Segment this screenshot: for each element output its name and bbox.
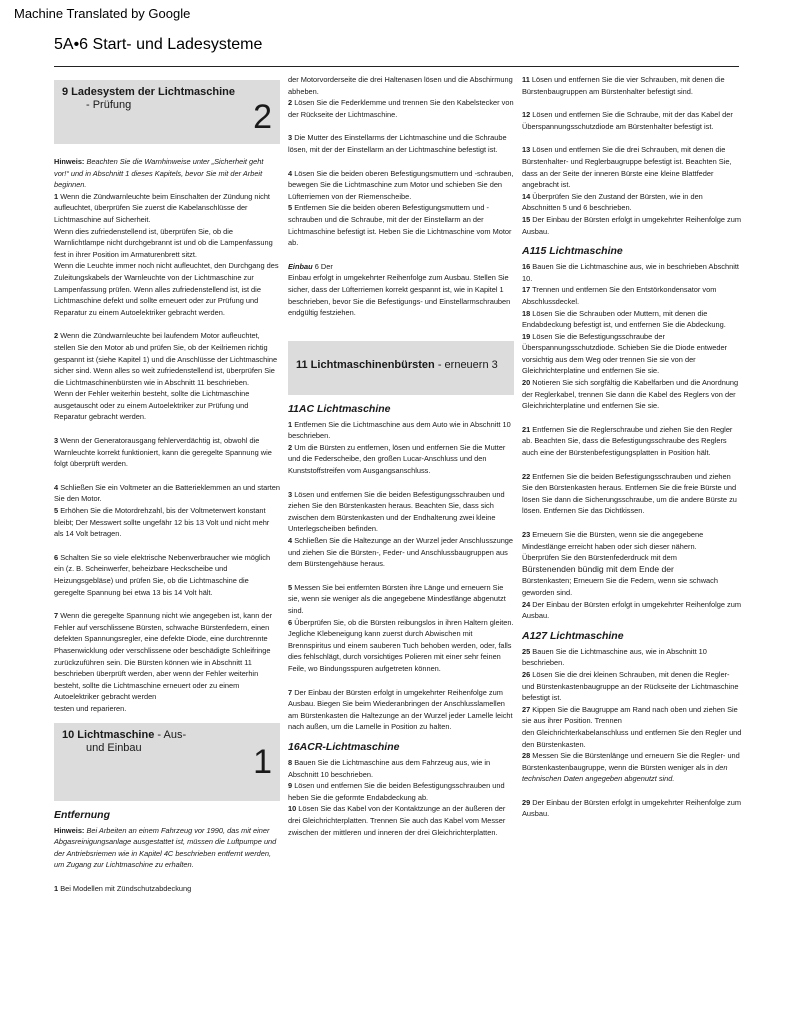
step: 20 Notieren Sie sich sorgfältig die Kabelfarben und die Anordnung der Reglerkabel, trennen Sie dann die Kabel des Reglers von der Gleichrichterplatine und entfernen Sie sie. <box>522 378 739 411</box>
step: 2 Wenn die Zündwarnleuchte bei laufendem Motor aufleuchtet, stellen Sie den Motor ab und prüfen Sie, ob der Keilriemen richtig gespannt ist (siehe Kapitel 1) und die Anschlüsse der Lichtmaschine sicher sind. Wenn alles so weit zufriedenstellend ist, überprüfen Sie die Lichtmaschinenbürsten wie in Abschnitt 11 beschrieben. <box>54 331 278 387</box>
section-10-subtitle: und Einbau <box>86 741 142 754</box>
paragraph: Bürstenenden bündig mit dem Ende der <box>522 563 674 574</box>
paragraph: testen und reparieren. <box>54 703 127 713</box>
step: 27 Kippen Sie die Baugruppe am Rand nach oben und ziehen Sie sie aus ihrer Position. Trennen <box>522 704 738 726</box>
step: 25 Bauen Sie die Lichtmaschine aus, wie in Abschnitt 10 beschrieben. <box>522 646 707 668</box>
paragraph: Überprüfen Sie den Bürstenfederdruck mit dem <box>522 553 677 563</box>
step: 6 Überprüfen Sie, ob die Bürsten reibungslos in ihren Haltern gleiten. Jegliche Klebeneigung kann zuerst durch Abwischen mit Brennspiritus und einem sauberen Tuch behoben werden, oder, falls dies fehlschlägt, durch vorsichtiges Polieren mit einer sehr feinen Feile, wo Bindungsspuren aufgetreten können. <box>288 617 514 673</box>
step: 7 Der Einbau der Bürsten erfolgt in umgekehrter Reihenfolge zum Ausbau. Biegen Sie beim Wiederanbringen der Anschlusslamellen am Bürstenkasten die Haltezunge an der Wurzel jeder Lamelle leicht nach außen, um die Lamelle in Position zu halten. <box>288 687 513 732</box>
step: 19 Lösen Sie die Befestigungsschraube der Überspannungsschutzdiode. Schieben Sie die Diode entweder vorsichtig aus dem Weg oder trennen Sie sie von der Gleichrichterplatine und entfernen Sie sie. <box>522 331 728 376</box>
paragraph: den Gleichrichterkabelanschluss und entfernen Sie den Regler und den Bürstenkasten. <box>522 727 742 749</box>
paragraph: Wenn der Fehler weiterhin besteht, sollte die Lichtmaschine ausgetauscht oder zu einem Autoelektriker zur Prüfung und Reparatur gebracht werden. <box>54 389 250 422</box>
section-9-difficulty: 2 <box>253 98 272 136</box>
step: 26 Lösen Sie die drei kleinen Schrauben, mit denen die Regler- und Bürstenkastenbaugruppe an der Rückseite der Lichtmaschine befestigt ist. <box>522 669 739 703</box>
step: 4 Schließen Sie die Haltezunge an der Wurzel jeder Anschlusszunge und ziehen Sie die Bürsten-, Feder- und Anschlussbaugruppen aus dem Bürstengehäuse heraus. <box>288 536 514 569</box>
paragraph: Wenn die Leuchte immer noch nicht aufleuchtet, den Durchgang des Zuleitungskabels der Warnleuchte von der Lichtmaschine zur Lampenfassung prüfen. Wenn alles zufriedenstellend ist, ist die Lichtmaschine defekt und sollte erneuert oder zur Prüfung und Reparatur zu einem Autoelektriker gebracht werden. <box>54 261 279 317</box>
section-9-header <box>54 80 280 144</box>
paragraph: Wenn dies zufriedenstellend ist, überprüfen Sie, ob die Warnlichtlampe nicht durchgebrannt ist und ob die Lampenfassung fest in ihrer Position im Armaturenbrett sitzt. <box>54 226 273 259</box>
step: 8 Bauen Sie die Lichtmaschine aus dem Fahrzeug aus, wie in Abschnitt 10 beschrieben. <box>288 757 491 779</box>
section-10-difficulty: 1 <box>253 742 272 781</box>
paragraph: Bürstenkasten; Erneuern Sie die Federn, wenn sie schwach geworden sind. <box>522 576 718 597</box>
step: 2 Um die Bürsten zu entfernen, lösen und entfernen Sie die Mutter und die Federscheibe, den großen Lucar-Anschluss und den Kunststoffstreifen vom Ausgangsanschluss. <box>288 442 506 476</box>
step: 12 Lösen und entfernen Sie die Schraube, mit der das Kabel der Überspannungsschutzdiode am Bürstenhalter befestigt ist. <box>522 110 733 131</box>
column-right <box>522 74 742 820</box>
step: 13 Lösen und entfernen Sie die drei Schrauben, mit denen die Bürstenhalter- und Reglerbaugruppe befestigt ist. Beachten Sie, dass an der Seite der inneren Bürste eine kleine Blattfeder angebracht ist. <box>522 145 732 190</box>
step: 1 Entfernen Sie die Lichtmaschine aus dem Auto wie in Abschnitt 10 beschrieben. <box>288 419 511 441</box>
step: 28 Messen Sie die Bürstenlänge und erneuern Sie die Regler- und Bürstenkastenbaugruppe, wenn die Bürsten weniger als in den technischen Daten angegeben abgenutzt sind. <box>522 751 740 784</box>
step: 22 Entfernen Sie die beiden Befestigungsschrauben und ziehen Sie den Bürstenkasten heraus. Entfernen Sie die freie Bürste und lösen Sie dann die Sicherungsschraube, um die andere Bürste zu lösen. Entfernen Sie das Dichtkissen. <box>522 471 737 516</box>
step: 5 Messen Sie bei entfernten Bürsten ihre Länge und erneuern Sie sie, wenn sie weniger als die angegebene Mindestlänge abgenutzt sind. <box>288 582 506 615</box>
step: 17 Trennen und entfernen Sie den Entstörkondensator vom Abschlussdeckel. <box>522 285 717 306</box>
step: 4 Schließen Sie ein Voltmeter an die Batterieklemmen an und starten Sie den Motor. <box>54 482 280 504</box>
step: 16 Bauen Sie die Lichtmaschine aus, wie in beschrieben Abschnitt 10. <box>522 262 739 283</box>
step: 1 Wenn die Zündwarnleuchte beim Einschalten der Zündung nicht aufleuchtet, überprüfen Sie zuerst die Kabelanschlüsse der Lichtmaschine auf Sicherheit. <box>54 191 270 224</box>
paragraph: Einbau erfolgt in umgekehrter Reihenfolge zum Ausbau. Stellen Sie sicher, dass der Lüfterriemen korrekt gespannt ist, wie in Kapitel 1 beschrieben, bevor Sie die Befestigungs- und Einstellarmschrauben endgültig festziehen. <box>288 273 511 318</box>
step: 4 Lösen Sie die beiden oberen Befestigungsmuttern und -schrauben, bewegen Sie die Lichtmaschine zum Motor und schieben Sie den Lüfterriemen von der Riemenscheibe. <box>288 168 514 201</box>
step: 1 Bei Modellen mit Zündschutzabdeckung <box>54 883 192 893</box>
chapter-title: 5A•6 Start- und Ladesysteme <box>54 36 263 53</box>
subsection-heading: A115 Lichtmaschine <box>522 245 623 258</box>
section-9-subtitle: - Prüfung <box>86 99 132 111</box>
note: Hinweis: Bei Arbeiten an einem Fahrzeug vor 1990, das mit einer Abgasreinigungsanlage ausgestattet ist, müssen die Luftpumpe und der Antriebsriemen wie in Kapitel 4C beschrieben entfernt werden, um Zugang zur Lichtmaschine zu erhalten. <box>54 825 277 870</box>
column-middle <box>288 74 514 838</box>
step: 11 Lösen und entfernen Sie die vier Schrauben, mit denen die Bürstenbaugruppen am Bürstenhalter befestigt sind. <box>522 75 725 96</box>
step: 6 Schalten Sie so viele elektrische Nebenverbraucher wie möglich ein (z. B. Scheinwerfer, beheizbare Heckscheibe und Heizungsgebläse) und prüfen Sie, ob die Lichtmaschine die geregelte Spannung bei etwa 13 bis 14 Volt hält. <box>54 552 271 597</box>
step: 3 Die Mutter des Einstellarms der Lichtmaschine und die Schraube lösen, mit der der Einstellarm an der Lichtmaschine befestigt ist. <box>288 133 507 154</box>
translation-notice: Machine Translated by Google <box>14 6 191 21</box>
subsection-heading: A127 Lichtmaschine <box>522 629 624 642</box>
section-11-title: 11 Lichtmaschinenbürsten - erneuern 3 <box>296 358 498 371</box>
section-10-title: 10 Lichtmaschine - Aus- <box>62 728 187 741</box>
section-9-title: 9 Ladesystem der Lichtmaschine <box>62 86 236 98</box>
step: 7 Wenn die geregelte Spannung nicht wie angegeben ist, kann der Fehler auf verschlissene Bürsten, schwache Bürstenfedern, einen defekten Spannungsregler, eine defekte Diode, eine durchtrennte Phasenwicklung oder verschlissene oder beschädigte Schleifringe zurückzuführen sein. Die Bürsten können wie in Abschnitt 11 beschrieben überprüft werden, aber wenn der Fehler weiterhin besteht, sollte die Lichtmaschine erneuert oder zu einem Autoelektriker gebracht werden <box>54 611 273 702</box>
subsection-heading: Entfernung <box>54 808 110 821</box>
step: 18 Lösen Sie die Schrauben oder Muttern, mit denen die Endabdeckung befestigt ist, und entfernen Sie die Abdeckung. <box>522 308 726 330</box>
step: 2 Lösen Sie die Federklemme und trennen Sie den Kabelstecker von der Rückseite der Lichtmaschine. <box>288 98 514 119</box>
step: 23 Erneuern Sie die Bürsten, wenn sie die angegebene Mindestlänge erreicht haben oder sich dieser nähern. <box>522 530 704 551</box>
paragraph: der Motorvorderseite die drei Haltenasen lösen und die Abschirmung abheben. <box>288 75 513 96</box>
header-rule <box>54 66 739 67</box>
step: 24 Der Einbau der Bürsten erfolgt in umgekehrter Reihenfolge zum Ausbau. <box>522 599 741 621</box>
subsection-heading: 11AC Lichtmaschine <box>288 402 391 415</box>
column-left <box>54 74 280 895</box>
note: Hinweis: Beachten Sie die Warnhinweise unter „Sicherheit geht vor!“ und in Abschnitt 1 dieses Kapitels, bevor Sie mit der Arbeit beginnen. <box>54 157 264 190</box>
subsection-heading: 16ACR-Lichtmaschine <box>288 740 400 753</box>
step: 9 Lösen und entfernen Sie die beiden Befestigungsschrauben und heben Sie die geformte Endabdeckung ab. <box>288 781 505 802</box>
step: Einbau 6 Der <box>288 261 333 271</box>
step: 14 Überprüfen Sie den Zustand der Bürsten, wie in den Abschnitten 5 und 6 beschrieben. <box>522 191 703 213</box>
section-10-header <box>54 723 280 801</box>
step: 5 Erhöhen Sie die Motordrehzahl, bis der Voltmeterwert konstant bleibt; Der Messwert sollte ungefähr 12 bis 13 Volt und nicht mehr als 14 Volt betragen. <box>54 506 270 539</box>
step: 3 Wenn der Generatorausgang fehlerverdächtig ist, obwohl die Warnleuchte korrekt funktioniert, kann die geregelte Spannung wie folgt überprüft werden. <box>54 436 272 469</box>
step: 15 Der Einbau der Bürsten erfolgt in umgekehrter Reihenfolge zum Ausbau. <box>522 214 741 236</box>
step: 3 Lösen und entfernen Sie die beiden Befestigungsschrauben und ziehen Sie den Bürstenkasten heraus. Beachten Sie, dass sich zwischen dem Bürstenkasten und der Endhalterung zwei kleine Unterlegscheiben befinden. <box>288 489 505 534</box>
step: 29 Der Einbau der Bürsten erfolgt in umgekehrter Reihenfolge zum Ausbau. <box>522 797 741 819</box>
step: 10 Lösen Sie das Kabel von der Kontaktzunge an der äußeren der drei Gleichrichterplatten. Trennen Sie auch das Kabel vom Messer zwischen der mittleren und inneren der drei Gleichrichterplatten. <box>288 804 506 837</box>
step: 5 Entfernen Sie die beiden oberen Befestigungsmuttern und -schrauben und die Schraube, mit der der Einstellarm an der Lichtmaschine befestigt ist. Heben Sie die Lichtmaschine vom Motor ab. <box>288 203 512 248</box>
step: 21 Entfernen Sie die Reglerschraube und ziehen Sie den Regler ab. Beachten Sie, dass die Befestigungsschraube des Reglers auch eine der Bürstenbefestigungsplatten in Position hält. <box>522 424 733 458</box>
section-11-header <box>288 341 514 395</box>
